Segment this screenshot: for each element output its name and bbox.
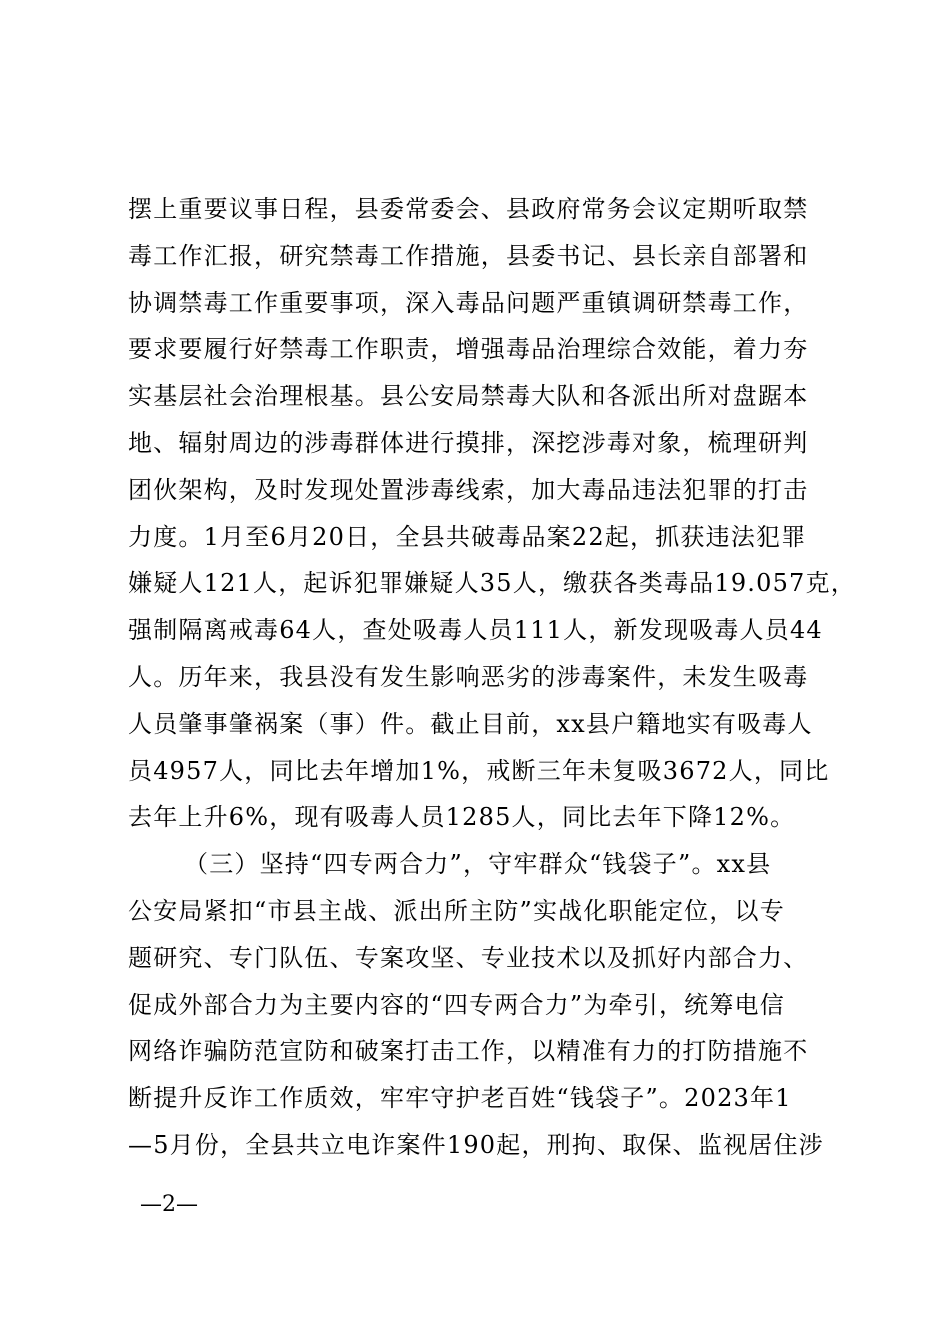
text-line: 题研究、专门队伍、专案攻坚、专业技术以及抓好内部合力、 xyxy=(128,943,809,972)
page-number: —2— xyxy=(140,1192,198,1217)
text-line: —5月份，全县共立电诈案件190起，刑拘、取保、监视居住涉 xyxy=(128,1130,824,1159)
text-line: 摆上重要议事日程，县委常委会、县政府常务会议定期听取禁 xyxy=(128,195,809,223)
section-heading-line: （三）坚持“四专两合力”，守牢群众“钱袋子”。xx县 xyxy=(184,850,772,879)
text-line: 嫌疑人121人，起诉犯罪嫌疑人35人，缴获各类毒品19.057克， xyxy=(128,569,856,598)
text-line: 实基层社会治理根基。县公安局禁毒大队和各派出所对盘踞本 xyxy=(128,382,809,411)
text-line: 毒工作汇报，研究禁毒工作措施，县委书记、县长亲自部署和 xyxy=(128,241,809,270)
document-body xyxy=(128,186,856,1169)
text-line: 团伙架构，及时发现处置涉毒线索，加大毒品违法犯罪的打击 xyxy=(128,475,809,504)
text-line: 强制隔离戒毒64人，查处吸毒人员111人，新发现吸毒人员44 xyxy=(128,616,823,645)
text-line: 人员肇事肇祸案（事）件。截止目前，xx县户籍地实有吸毒人 xyxy=(128,709,813,738)
text-line: 网络诈骗防范宣防和破案打击工作，以精准有力的打防措施不 xyxy=(128,1037,809,1066)
text-line: 员4957人，同比去年增加1%，戒断三年未复吸3672人，同比 xyxy=(128,756,830,785)
text-line: 去年上升6%，现有吸毒人员1285人，同比去年下降12%。 xyxy=(128,803,796,832)
text-line: 地、辐射周边的涉毒群体进行摸排，深挖涉毒对象，梳理研判 xyxy=(128,428,809,457)
text-line: 断提升反诈工作质效，牢牢守护老百姓“钱袋子”。2023年1 xyxy=(128,1084,792,1113)
text-line: 人。历年来，我县没有发生影响恶劣的涉毒案件，未发生吸毒 xyxy=(128,662,809,691)
text-line: 协调禁毒工作重要事项，深入毒品问题严重镇调研禁毒工作， xyxy=(128,288,809,317)
text-line: 公安局紧扣“市县主战、派出所主防”实战化职能定位，以专 xyxy=(128,896,785,925)
text-line: 要求要履行好禁毒工作职责，增强毒品治理综合效能，着力夯 xyxy=(128,335,809,364)
text-line: 力度。1月至6月20日，全县共破毒品案22起，抓获违法犯罪 xyxy=(128,522,807,551)
text-line: 促成外部合力为主要内容的“四专两合力”为牵引，统筹电信 xyxy=(128,990,785,1019)
